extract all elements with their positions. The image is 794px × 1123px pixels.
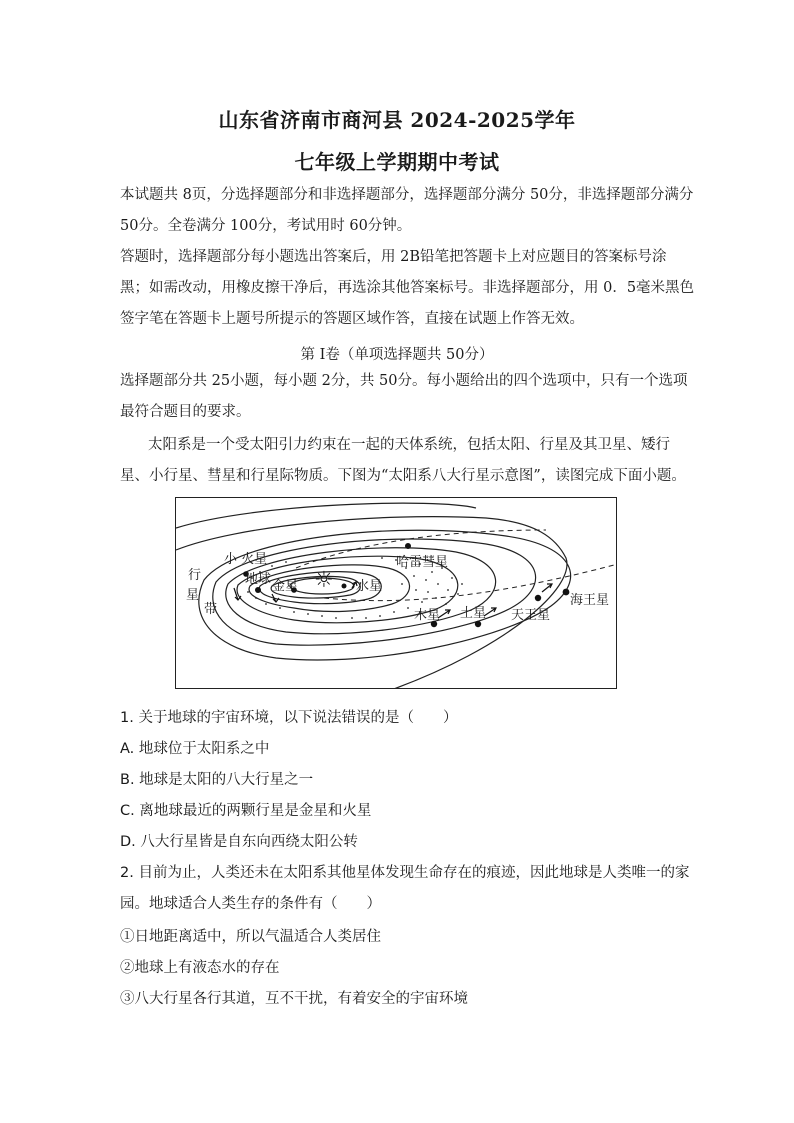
text-line: 答题时，选择题部分每小题选出答案后，用 2B铅笔把答题卡上对应题目的答案标号涂 [120,249,667,265]
text-line: 50分。全卷满分 100分，考试用时 60分钟。 [120,218,412,234]
passage [120,430,686,492]
label-earth: 地球 [245,572,272,587]
question-2-stem-line-1: 2. 目前为止，人类还未在太阳系其他星体发现生命存在的痕迹，因此地球是人类唯一的家 [120,865,690,881]
question-1-option-c[interactable]: C. 离地球最近的两颗行星是金星和火星 [120,803,372,819]
arrow-icon [235,596,241,600]
label-saturn: 土星 [460,606,487,621]
section-heading: 第 I卷（单项选择题共 50分） [300,347,494,363]
halley-comet-dot [405,543,411,549]
text-line: 最符合题目的要求。 [120,404,251,420]
instructions-paragraph-1 [120,180,694,242]
uranus-dot [535,595,541,601]
text-line: 星、小行星、彗星和行星际物质。下图为“太阳系八大行星示意图”，读图完成下面小题。 [120,468,686,484]
question-1-option-b[interactable]: B. 地球是太阳的八大行星之一 [120,772,314,788]
section-description [120,366,688,428]
question-2-item-1: ①日地距离适中，所以气温适合人类居住 [120,929,381,945]
outer-arc [176,503,476,528]
outer-arc [176,517,567,689]
saturn-dot [475,621,481,627]
question-2-item-3: ③八大行星各行其道，互不干扰，有着安全的宇宙环境 [120,991,468,1007]
text-line: 黑；如需改动，用橡皮擦干净后，再选涂其他答案标号。非选择题部分，用 0．5毫米黑色 [120,280,695,296]
label-neptune: 海王星 [570,593,610,608]
exam-title: 山东省济南市商河县 2024-2025学年 [218,108,576,132]
label-halley-comet: 哈雷彗星 [396,555,449,570]
text-line: 本试题共 8页，分选择题部分和非选择题部分，选择题部分满分 50分，非选择题部分满分 [120,187,694,203]
label-venus: 金星 [272,579,299,594]
earth-dot [255,587,261,593]
label-asteroid-belt-1: 行 [188,568,202,583]
text-line: 选择题部分共 25小题，每小题 2分，共 50分。每小题给出的四个选项中，只有一个选项 [120,373,688,389]
text-line: 太阳系是一个受太阳引力约束在一起的天体系统，包括太阳、行星及其卫星、矮行 [148,437,670,453]
mercury-dot [342,584,347,589]
instructions-paragraph-2 [120,242,695,335]
neptune-dot [563,589,570,596]
question-1-option-a[interactable]: A. 地球位于太阳系之中 [120,741,270,757]
label-asteroid-belt-3: 带 [204,602,218,617]
question-1-option-d[interactable]: D. 八大行星皆是自东向西绕太阳公转 [120,834,358,850]
question-2-stem-line-2: 园。地球适合人类生存的条件有（ ） [120,896,381,912]
label-uranus: 天王星 [511,608,551,623]
solar-system-diagram [175,497,617,689]
question-1-stem: 1. 关于地球的宇宙环境，以下说法错误的是（ ） [120,710,458,726]
sun-icon: ☼ [314,568,334,593]
label-asteroid-belt-2: 星 [186,588,200,603]
label-jupiter: 木星 [414,608,441,623]
question-2-item-2: ②地球上有液态水的存在 [120,960,280,976]
label-mars: 小 火星 [224,552,268,567]
text-line: 签字笔在答题卡上题号所提示的答题区域作答，直接在试题上作答无效。 [120,311,584,327]
solar-system-svg [176,498,617,689]
label-mercury: 水星 [356,579,383,594]
exam-subtitle: 七年级上学期期中考试 [294,150,500,174]
